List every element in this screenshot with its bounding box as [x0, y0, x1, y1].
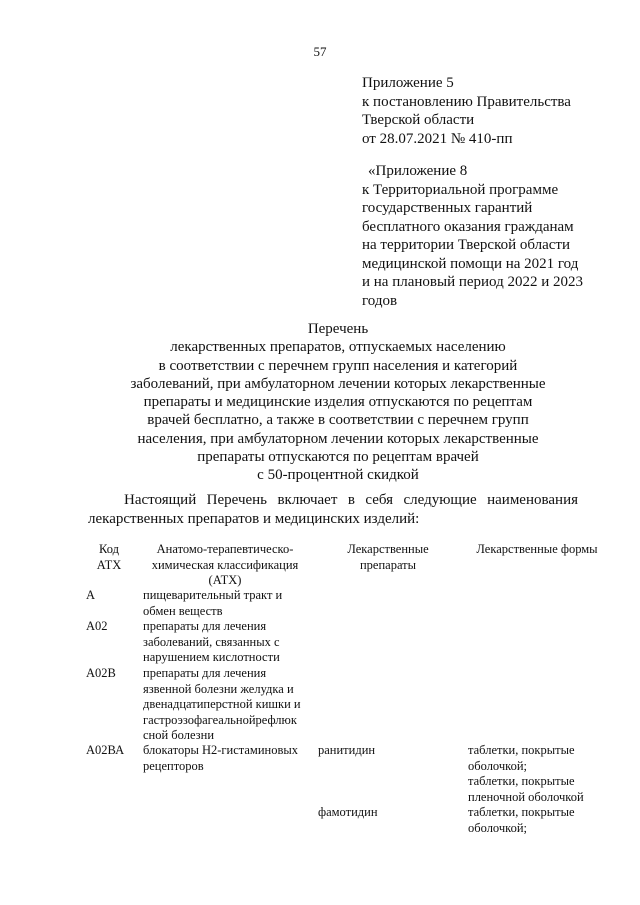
appendix-nested-line: на территории Тверской области	[362, 237, 571, 253]
table-row	[86, 588, 95, 604]
table-row	[86, 666, 116, 682]
document-title	[88, 320, 588, 485]
title-line: населения, при амбулаторном лечении которых лекарственные	[137, 430, 539, 447]
intro-line: Настоящий Перечень включает в себя следующие наименования	[124, 492, 578, 508]
atc-class: блокаторы Н2-гистаминовых рецепторов	[143, 743, 299, 773]
header-drugs: Лекарственные препараты	[347, 542, 429, 572]
page-number: 57	[313, 44, 327, 59]
table-row	[86, 743, 124, 759]
appendix-nested-block	[362, 162, 622, 310]
appendix-block	[362, 74, 622, 148]
appendix-line: от 28.07.2021 № 410-пп	[362, 130, 513, 147]
atc-class: препараты для лечения язвенной болезни желудка и двенадцатиперстной кишки и гастроэзофагеальнойрефлюк сной болезни	[143, 666, 301, 742]
title-line: лекарственных препаратов, отпускаемых населению	[170, 339, 506, 356]
appendix-nested-line: медицинской помощи на 2021 год	[362, 255, 579, 272]
intro-line: лекарственных препаратов и медицинских изделий:	[88, 510, 420, 527]
appendix-nested-line: государственных гарантий	[362, 200, 533, 216]
title-line: препараты и медицинские изделия отпускаются по рецептам	[143, 394, 533, 411]
appendix-nested-line: и на плановый период 2022 и 2023	[362, 274, 584, 290]
title-line: с 50-процентной скидкой	[257, 467, 419, 484]
title-line: врачей бесплатно, а также в соответствии с перечнем групп	[147, 412, 529, 429]
appendix-nested-line: бесплатного оказания гражданам	[362, 218, 574, 235]
atc-code: А02	[86, 619, 108, 633]
drug-forms: таблетки, покрытые оболочкой;	[468, 805, 575, 835]
header-atc-classification: Анатомо-терапевтическо- химическая классификация (АТХ)	[151, 542, 299, 587]
table-row	[86, 619, 108, 635]
atc-code: А02ВА	[86, 743, 125, 757]
header-code: Код АТХ	[96, 542, 122, 572]
drug-forms: таблетки, покрытые оболочкой; таблетки, покрытые пленочной оболочкой	[468, 743, 584, 804]
atc-code: А	[86, 588, 96, 602]
intro-paragraph	[88, 491, 578, 528]
atc-class: препараты для лечения заболеваний, связанных с нарушением кислотности	[143, 619, 280, 664]
title-line: в соответствии с перечнем групп населения и категорий	[158, 357, 518, 374]
header-forms: Лекарственные формы	[476, 542, 598, 556]
title-line: заболеваний, при амбулаторном лечении которых лекарственные	[130, 375, 546, 392]
atc-class: пищеварительный тракт и обмен веществ	[143, 588, 283, 618]
title-line: препараты отпускаются по рецептам врачей	[197, 449, 479, 466]
drug-name: ранитидин	[318, 743, 376, 757]
appendix-nested-line: к Территориальной программе	[362, 181, 559, 198]
title-line: Перечень	[307, 321, 369, 337]
appendix-line: Приложение 5	[362, 75, 454, 91]
appendix-line: к постановлению Правительства	[362, 93, 571, 110]
drug-name: фамотидин	[318, 805, 378, 819]
appendix-line: Тверской области	[362, 112, 475, 128]
appendix-nested-line: годов	[362, 292, 398, 309]
atc-code: А02В	[86, 666, 116, 680]
appendix-nested-line: «Приложение 8	[368, 163, 468, 179]
